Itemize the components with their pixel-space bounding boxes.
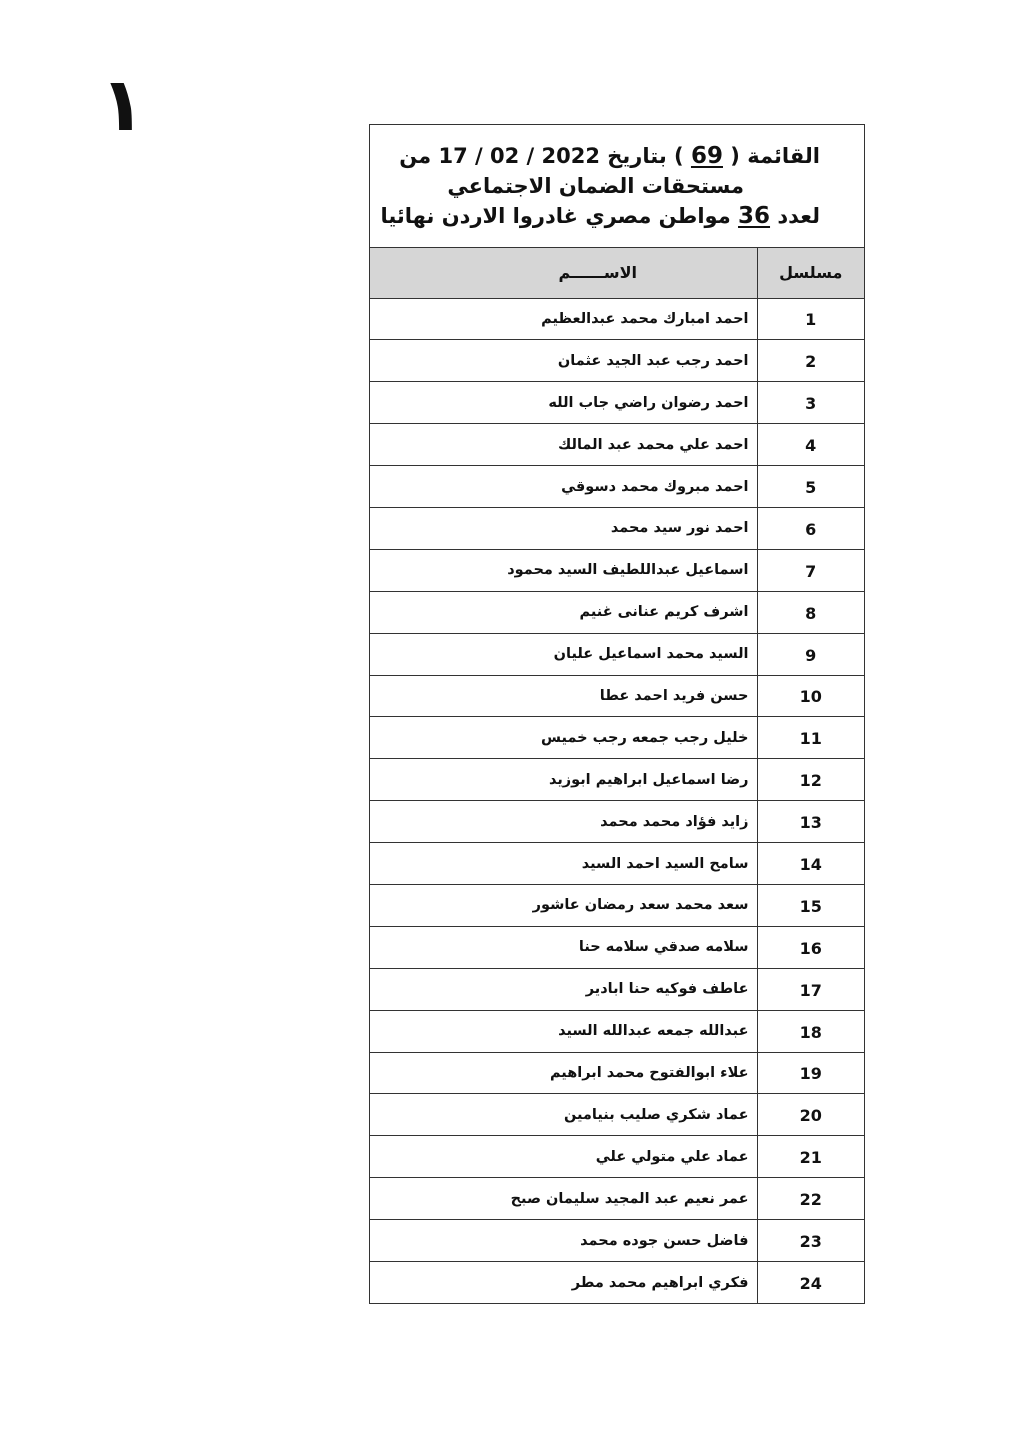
- table-row: [370, 1220, 864, 1262]
- title-line-1: [384, 141, 820, 171]
- table-row: [370, 1136, 864, 1178]
- table-row: [370, 591, 864, 633]
- row-name: احمد رجب عبد الجيد عثمان: [370, 340, 757, 382]
- table-row: [370, 968, 864, 1010]
- title-line1-suffix: من: [399, 144, 432, 168]
- table-row: [370, 382, 864, 424]
- row-serial: 23: [757, 1220, 864, 1262]
- row-serial: 6: [757, 507, 864, 549]
- title-list-prefix: القائمة (: [730, 144, 820, 168]
- table-row: [370, 340, 864, 382]
- row-serial: 4: [757, 424, 864, 466]
- table-row: [370, 1094, 864, 1136]
- row-serial: 16: [757, 926, 864, 968]
- table-row: [370, 801, 864, 843]
- row-serial: 15: [757, 884, 864, 926]
- row-serial: 17: [757, 968, 864, 1010]
- row-serial: 18: [757, 1010, 864, 1052]
- row-serial: 8: [757, 591, 864, 633]
- row-name: احمد مبروك محمد دسوقي: [370, 466, 757, 508]
- row-name: حسن فريد احمد عطا: [370, 675, 757, 717]
- row-name: زايد فؤاد محمد محمد: [370, 801, 757, 843]
- row-name: اسماعيل عبداللطيف السيد محمود: [370, 549, 757, 591]
- row-serial: 19: [757, 1052, 864, 1094]
- table-row: [370, 633, 864, 675]
- row-serial: 22: [757, 1178, 864, 1220]
- title-line-3: [380, 201, 820, 231]
- row-name: فاضل حسن جوده محمد: [370, 1220, 757, 1262]
- table-row: [370, 717, 864, 759]
- row-name: عاطف فوكيه حنا ابادير: [370, 968, 757, 1010]
- row-name: عماد علي متولي علي: [370, 1136, 757, 1178]
- table-row: [370, 675, 864, 717]
- row-name: عبدالله جمعه عبدالله السيد: [370, 1010, 757, 1052]
- beneficiaries-list-sheet: [369, 124, 865, 1304]
- row-serial: 3: [757, 382, 864, 424]
- title-line-2: مستحقات الضمان الاجتماعي: [447, 174, 744, 198]
- row-name: احمد رضوان راضي جاب الله: [370, 382, 757, 424]
- title-box: [370, 125, 864, 248]
- row-serial: 12: [757, 759, 864, 801]
- row-name: احمد علي محمد عبد المالك: [370, 424, 757, 466]
- table-row: [370, 549, 864, 591]
- row-serial: 13: [757, 801, 864, 843]
- row-serial: 9: [757, 633, 864, 675]
- row-serial: 2: [757, 340, 864, 382]
- title-date-prefix: ) بتاريخ: [607, 144, 684, 168]
- row-serial: 24: [757, 1261, 864, 1303]
- row-name: سعد محمد سعد رمضان عاشور: [370, 884, 757, 926]
- table-row: [370, 1261, 864, 1303]
- row-name: اشرف كريم عنانى غنيم: [370, 591, 757, 633]
- row-serial: 21: [757, 1136, 864, 1178]
- row-name: عماد شكري صليب بنيامين: [370, 1094, 757, 1136]
- row-name: خليل رجب جمعه رجب خميس: [370, 717, 757, 759]
- table-row: [370, 507, 864, 549]
- row-serial: 14: [757, 843, 864, 885]
- row-serial: 7: [757, 549, 864, 591]
- table-row: [370, 843, 864, 885]
- beneficiaries-table: [370, 248, 864, 1303]
- header-serial: مسلسل: [757, 248, 864, 298]
- table-row: [370, 1052, 864, 1094]
- row-name: السيد محمد اسماعيل عليان: [370, 633, 757, 675]
- table-row: [370, 926, 864, 968]
- table-row: [370, 424, 864, 466]
- row-serial: 20: [757, 1094, 864, 1136]
- table-row: [370, 1010, 864, 1052]
- table-row: [370, 466, 864, 508]
- header-name: الاســــــم: [370, 248, 757, 298]
- table-row: [370, 884, 864, 926]
- row-name: فكري ابراهيم محمد مطر: [370, 1261, 757, 1303]
- table-header-row: [370, 248, 864, 298]
- table-row: [370, 1178, 864, 1220]
- row-name: احمد نور سيد محمد: [370, 507, 757, 549]
- citizen-count: 36: [738, 203, 771, 229]
- row-serial: 11: [757, 717, 864, 759]
- title-count-prefix: لعدد: [777, 204, 820, 228]
- table-row: [370, 298, 864, 340]
- row-serial: 1: [757, 298, 864, 340]
- list-date: 17 / 02 / 2022: [438, 144, 600, 168]
- list-number: 69: [690, 143, 723, 169]
- title-count-suffix: مواطن مصري غادروا الاردن نهائيا: [380, 204, 731, 228]
- row-name: سلامه صدقي سلامه حنا: [370, 926, 757, 968]
- row-name: عمر نعيم عبد المجيد سليمان صبح: [370, 1178, 757, 1220]
- row-serial: 5: [757, 466, 864, 508]
- table-row: [370, 759, 864, 801]
- row-serial: 10: [757, 675, 864, 717]
- row-name: سامح السيد احمد السيد: [370, 843, 757, 885]
- page-number: ١: [100, 62, 146, 148]
- row-name: علاء ابوالفتوح محمد ابراهيم: [370, 1052, 757, 1094]
- row-name: احمد امبارك محمد عبدالعظيم: [370, 298, 757, 340]
- row-name: رضا اسماعيل ابراهيم ابوزيد: [370, 759, 757, 801]
